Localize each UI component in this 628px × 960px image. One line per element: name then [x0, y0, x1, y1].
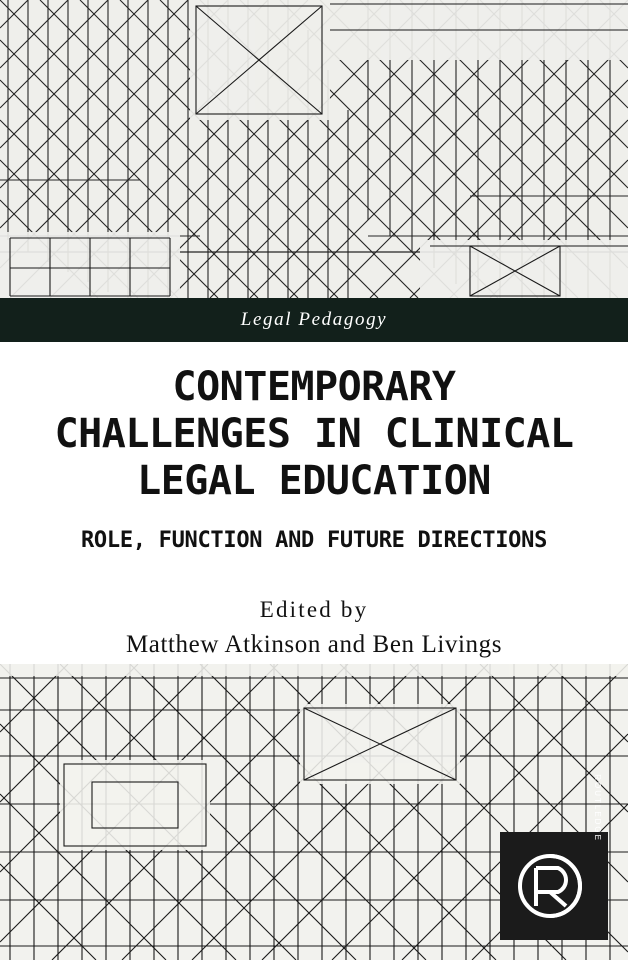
- top-geometric-artwork: [0, 0, 628, 298]
- publisher-logo: [500, 774, 608, 940]
- page-title: [55, 364, 574, 506]
- subtitle: ROLE, FUNCTION AND FUTURE DIRECTIONS: [80, 527, 548, 553]
- edited-by-label: Edited by: [259, 596, 369, 622]
- title-line-3: LEGAL EDUCATION: [137, 458, 491, 505]
- series-title: Legal Pedagogy: [240, 309, 388, 330]
- title-block: [0, 342, 628, 664]
- editors-names: Matthew Atkinson and Ben Livings: [125, 630, 503, 658]
- series-band: [0, 298, 628, 342]
- title-line-2: CHALLENGES IN CLINICAL: [54, 411, 574, 458]
- publisher-name: ROUTLEDGE: [593, 774, 602, 842]
- title-line-1: CONTEMPORARY: [172, 364, 456, 410]
